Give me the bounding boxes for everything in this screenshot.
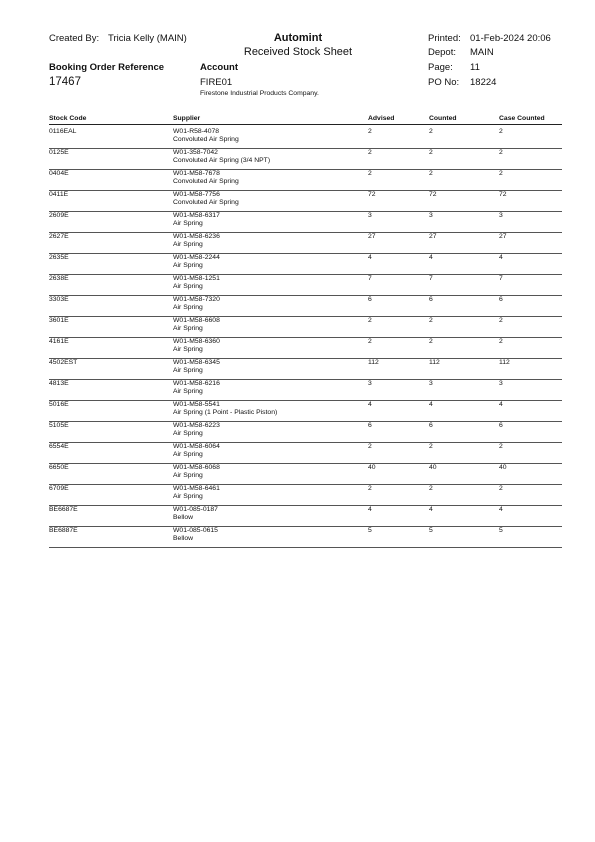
supplier-code: W01-M58-6064: [173, 443, 220, 450]
case-counted-qty: 5: [499, 527, 503, 534]
printed-value: 01-Feb-2024 20:06: [470, 33, 551, 44]
supplier-code: W01-M58-7320: [173, 296, 220, 303]
case-counted-qty: 3: [499, 212, 503, 219]
table-row: [0, 212, 595, 233]
stock-code: 5016E: [49, 401, 69, 408]
advised-qty: 2: [368, 128, 372, 135]
stock-code: 2638E: [49, 275, 69, 282]
advised-qty: 3: [368, 212, 372, 219]
counted-qty: 2: [429, 317, 433, 324]
table-row: [0, 443, 595, 464]
case-counted-qty: 4: [499, 254, 503, 261]
table-row: [0, 485, 595, 506]
supplier-code: W01-M58-7678: [173, 170, 220, 177]
supplier-code: W01-M58-1251: [173, 275, 220, 282]
stock-code: 4502EST: [49, 359, 78, 366]
advised-qty: 3: [368, 380, 372, 387]
printed-label: Printed:: [428, 33, 461, 44]
stock-code: BE6687E: [49, 506, 78, 513]
row-divider: [49, 547, 562, 548]
counted-qty: 2: [429, 485, 433, 492]
created-by-value: Tricia Kelly (MAIN): [108, 33, 187, 44]
stock-code: 3601E: [49, 317, 69, 324]
item-description: Air Spring: [173, 325, 203, 332]
counted-qty: 27: [429, 233, 437, 240]
supplier-code: W01-M58-6068: [173, 464, 220, 471]
item-description: Air Spring: [173, 241, 203, 248]
supplier-code: W01-358-7042: [173, 149, 218, 156]
counted-qty: 4: [429, 401, 433, 408]
case-counted-qty: 4: [499, 506, 503, 513]
stock-code: 0404E: [49, 170, 69, 177]
table-row: [0, 191, 595, 212]
case-counted-qty: 27: [499, 233, 507, 240]
page-value: 11: [470, 62, 480, 73]
table-row: [0, 149, 595, 170]
table-row: [0, 506, 595, 527]
table-row: [0, 275, 595, 296]
table-row: [0, 338, 595, 359]
item-description: Air Spring: [173, 388, 203, 395]
table-row: [0, 170, 595, 191]
supplier-code: W01-M58-5541: [173, 401, 220, 408]
supplier-code: W01-085-0187: [173, 506, 218, 513]
case-counted-qty: 2: [499, 149, 503, 156]
advised-qty: 2: [368, 443, 372, 450]
supplier-code: W01-M58-6360: [173, 338, 220, 345]
counted-qty: 3: [429, 380, 433, 387]
case-counted-qty: 2: [499, 485, 503, 492]
counted-qty: 2: [429, 443, 433, 450]
counted-qty: 5: [429, 527, 433, 534]
booking-order-value: 17467: [49, 76, 81, 88]
table-row: [0, 380, 595, 401]
case-counted-qty: 2: [499, 443, 503, 450]
supplier-code: W01-M58-6608: [173, 317, 220, 324]
supplier-code: W01-M58-6216: [173, 380, 220, 387]
report-title: Received Stock Sheet: [243, 46, 353, 58]
advised-qty: 4: [368, 506, 372, 513]
stock-code: 0116EAL: [49, 128, 77, 135]
item-description: Air Spring: [173, 472, 203, 479]
advised-qty: 40: [368, 464, 376, 471]
stock-code: BE6887E: [49, 527, 78, 534]
supplier-code: W01-M58-2244: [173, 254, 220, 261]
header-rule: [49, 124, 562, 125]
table-row: [0, 464, 595, 485]
item-description: Air Spring: [173, 304, 203, 311]
advised-qty: 7: [368, 275, 372, 282]
counted-qty: 4: [429, 506, 433, 513]
table-row: [0, 422, 595, 443]
counted-qty: 4: [429, 254, 433, 261]
stock-code: 2627E: [49, 233, 69, 240]
stock-code: 4813E: [49, 380, 69, 387]
item-description: Air Spring: [173, 493, 203, 500]
counted-qty: 2: [429, 128, 433, 135]
advised-qty: 27: [368, 233, 376, 240]
case-counted-qty: 2: [499, 170, 503, 177]
page-label: Page:: [428, 62, 453, 73]
table-row: [0, 296, 595, 317]
counted-qty: 7: [429, 275, 433, 282]
stock-code: 6554E: [49, 443, 69, 450]
item-description: Convoluted Air Spring: [173, 199, 239, 206]
supplier-code: W01-085-0615: [173, 527, 218, 534]
case-counted-qty: 2: [499, 338, 503, 345]
advised-qty: 5: [368, 527, 372, 534]
table-row: [0, 254, 595, 275]
case-counted-qty: 2: [499, 128, 503, 135]
col-counted: Counted: [429, 115, 457, 122]
item-description: Bellow: [173, 514, 194, 521]
case-counted-qty: 112: [499, 359, 510, 366]
item-description: Convoluted Air Spring: [173, 136, 239, 143]
table-row: [0, 527, 595, 548]
table-row: [0, 128, 595, 149]
po-value: 18224: [470, 77, 497, 88]
case-counted-qty: 3: [499, 380, 503, 387]
supplier-code: W01-R58-4078: [173, 128, 220, 135]
table-row: [0, 233, 595, 254]
advised-qty: 2: [368, 149, 372, 156]
stock-code: 5105E: [49, 422, 69, 429]
counted-qty: 3: [429, 212, 433, 219]
table-row: [0, 317, 595, 338]
case-counted-qty: 72: [499, 191, 507, 198]
item-description: Convoluted Air Spring: [173, 178, 239, 185]
item-description: Air Spring: [173, 220, 203, 227]
stock-code: 2609E: [49, 212, 69, 219]
advised-qty: 6: [368, 422, 372, 429]
col-advised: Advised: [368, 115, 395, 122]
advised-qty: 2: [368, 338, 372, 345]
stock-code: 0411E: [49, 191, 69, 198]
advised-qty: 2: [368, 170, 372, 177]
po-label: PO No:: [428, 77, 460, 88]
counted-qty: 40: [429, 464, 437, 471]
item-description: Air Spring: [173, 367, 203, 374]
advised-qty: 4: [368, 401, 372, 408]
case-counted-qty: 40: [499, 464, 507, 471]
advised-qty: 72: [368, 191, 376, 198]
supplier-code: W01-M58-7756: [173, 191, 220, 198]
created-by-label: Created By:: [49, 33, 100, 44]
account-label: Account: [200, 62, 238, 73]
table-row: [0, 401, 595, 422]
account-code: FIRE01: [200, 77, 233, 88]
stock-code: 0125E: [49, 149, 69, 156]
case-counted-qty: 6: [499, 296, 503, 303]
advised-qty: 6: [368, 296, 372, 303]
counted-qty: 2: [429, 170, 433, 177]
item-description: Air Spring: [173, 283, 203, 290]
col-supplier: Supplier: [173, 115, 201, 122]
stock-code: 3303E: [49, 296, 69, 303]
supplier-code: W01-M58-6236: [173, 233, 220, 240]
advised-qty: 4: [368, 254, 372, 261]
stock-code: 6709E: [49, 485, 69, 492]
stock-code: 6650E: [49, 464, 69, 471]
col-stock-code: Stock Code: [49, 115, 87, 122]
supplier-code: W01-M58-6223: [173, 422, 220, 429]
item-description: Air Spring (1 Point - Plastic Piston): [173, 409, 278, 416]
supplier-code: W01-M58-6317: [173, 212, 220, 219]
col-case-counted: Case Counted: [499, 115, 545, 122]
account-name: Firestone Industrial Products Company.: [200, 90, 319, 97]
item-description: Air Spring: [173, 346, 203, 353]
counted-qty: 6: [429, 296, 433, 303]
depot-value: MAIN: [470, 47, 494, 58]
advised-qty: 112: [368, 359, 379, 366]
supplier-code: W01-M58-6461: [173, 485, 220, 492]
counted-qty: 2: [429, 338, 433, 345]
case-counted-qty: 7: [499, 275, 503, 282]
case-counted-qty: 6: [499, 422, 503, 429]
counted-qty: 112: [429, 359, 440, 366]
counted-qty: 72: [429, 191, 437, 198]
stock-code: 2635E: [49, 254, 69, 261]
stock-code: 4161E: [49, 338, 69, 345]
case-counted-qty: 2: [499, 317, 503, 324]
item-description: Convoluted Air Spring (3/4 NPT): [173, 157, 271, 164]
item-description: Air Spring: [173, 262, 203, 269]
counted-qty: 2: [429, 149, 433, 156]
item-description: Air Spring: [173, 430, 203, 437]
booking-order-label: Booking Order Reference: [49, 62, 165, 73]
item-description: Bellow: [173, 535, 194, 542]
case-counted-qty: 4: [499, 401, 503, 408]
advised-qty: 2: [368, 317, 372, 324]
company-name: Automint: [273, 32, 323, 44]
advised-qty: 2: [368, 485, 372, 492]
table-row: [0, 359, 595, 380]
depot-label: Depot:: [428, 47, 456, 58]
supplier-code: W01-M58-6345: [173, 359, 220, 366]
item-description: Air Spring: [173, 451, 203, 458]
counted-qty: 6: [429, 422, 433, 429]
